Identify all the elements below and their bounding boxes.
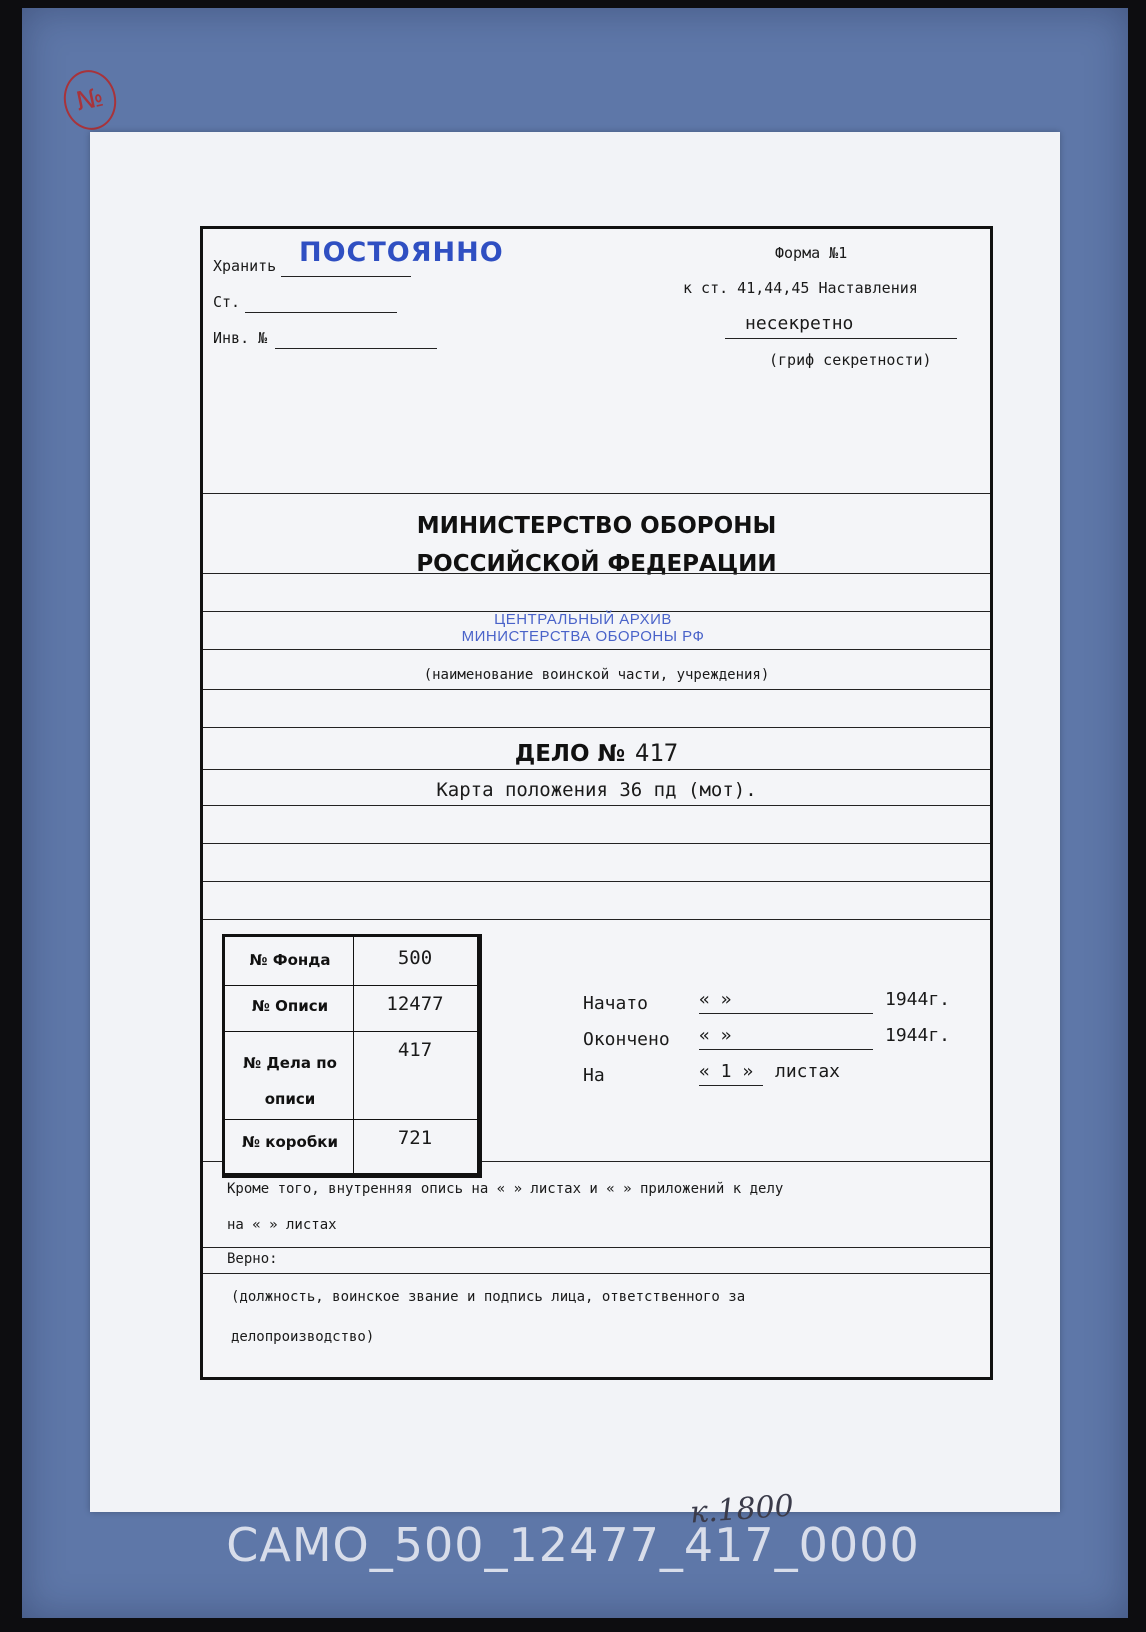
responsible-caption-line1: (должность, воинское звание и подпись лица, ответственного за [231,1289,746,1305]
registry-divider [353,937,354,1173]
additional-info-line1: Кроме того, внутренняя опись на « » листах и « » приложений к делу [227,1181,784,1197]
st-underline [245,312,397,313]
delo-label: № Дела по описи [243,1054,337,1108]
inv-underline [275,348,437,349]
box-value: 721 [397,1127,433,1149]
form-rule [203,881,990,882]
ended-year: 1944г. [885,1025,951,1046]
red-circle-mark: № [58,65,121,135]
registry-row-line [225,1031,477,1032]
registry-row-line [225,1119,477,1120]
form-rule [203,1247,990,1248]
archive-stamp [433,611,733,645]
started-year: 1944г. [885,989,951,1010]
handwritten-note: к.1800 [688,1488,795,1531]
started-underline [699,1013,873,1014]
separator-line [203,493,990,494]
ministry-title-line2: РОССИЙСКОЙ ФЕДЕРАЦИИ [416,551,777,577]
form-rule [203,649,990,650]
form-rule [203,573,990,574]
ministry-title-line1: МИНИСТЕРСТВО ОБОРОНЫ [416,513,777,539]
form-number: Форма №1 [775,244,848,262]
form-rule [203,689,990,690]
sheets-underline [699,1085,763,1086]
fond-value: 500 [397,947,433,969]
form-rule [203,805,990,806]
delo-value: 417 [397,1039,433,1061]
sheets-suffix: листах [775,1061,841,1082]
started-label: Начато [583,993,649,1014]
case-description: Карта положения 36 пд (мот). [436,779,757,801]
form-reference: к ст. 41,44,45 Наставления [683,279,918,297]
st-label: Ст. [213,293,241,311]
classification-value: несекретно [745,313,854,334]
additional-info-line2: на « » листах [227,1217,337,1233]
ended-quotes: « » [699,1025,732,1046]
form-rule [203,1273,990,1274]
image-caption: CAMO_500_12477_417_0000 [226,1518,920,1572]
form-rule [203,843,990,844]
case-cover-form [200,226,993,1380]
case-title [203,739,990,767]
permanent-stamp: ПОСТОЯННО [299,237,504,268]
opis-value: 12477 [386,993,444,1015]
registry-box [222,934,482,1178]
inv-label: Инв. № [213,329,268,347]
case-title-prefix: ДЕЛО № [514,741,626,767]
fond-label: № Фонда [249,951,331,969]
sheets-label: На [583,1065,605,1086]
started-quotes: « » [699,989,732,1010]
form-rule [203,769,990,770]
ended-underline [699,1049,873,1050]
sheets-value: « 1 » [699,1061,754,1082]
verified-label: Верно: [227,1251,278,1267]
keep-underline [281,276,411,277]
box-label: № коробки [242,1133,338,1151]
ended-label: Окончено [583,1029,670,1050]
keep-label: Хранить [213,257,277,275]
form-rule [203,919,990,920]
case-number: 417 [634,739,679,767]
form-rule [203,727,990,728]
opis-label: № Описи [251,997,329,1015]
classification-underline [725,338,957,339]
archive-stamp-line1: ЦЕНТРАЛЬНЫЙ АРХИВ [494,611,672,628]
responsible-caption-line2: делопроизводство) [231,1329,375,1345]
unit-caption: (наименование воинской части, учреждения) [423,667,770,683]
archive-stamp-line2: МИНИСТЕРСТВА ОБОРОНЫ РФ [461,628,705,645]
registry-row-line [225,985,477,986]
classification-caption: (гриф секретности) [769,351,932,369]
